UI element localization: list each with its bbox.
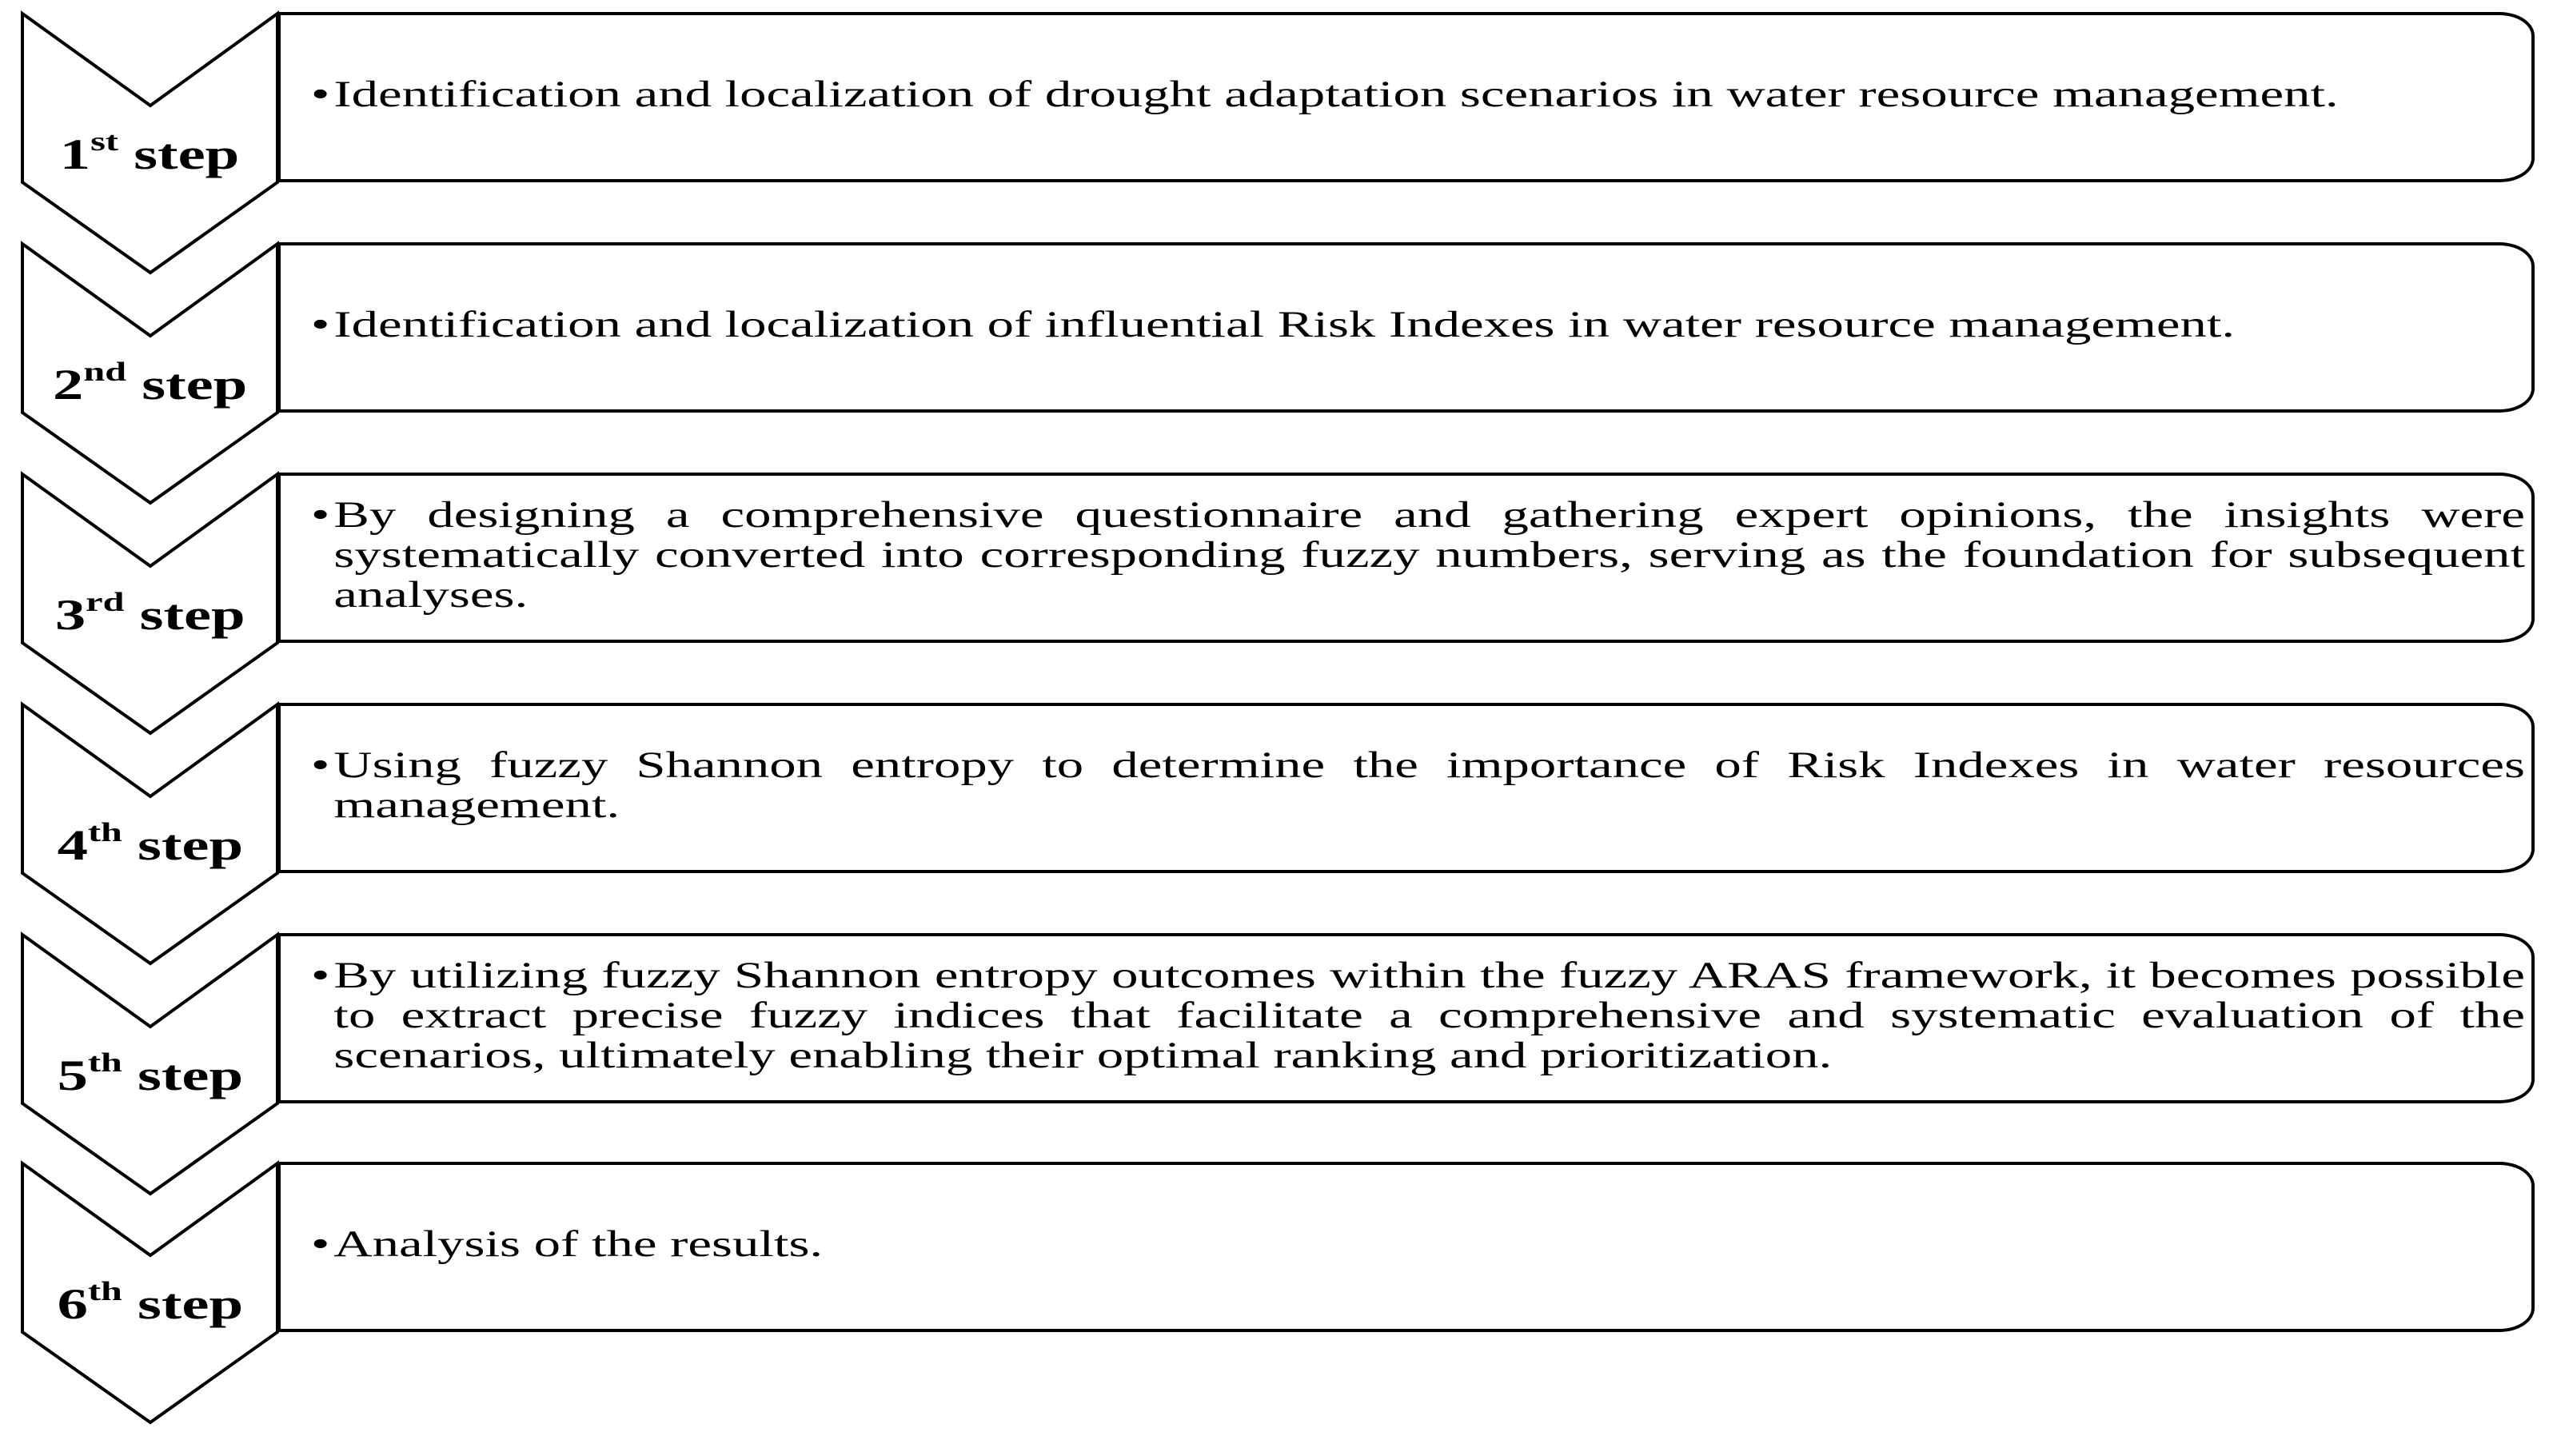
bullet-icon: • <box>311 493 330 536</box>
step-word: step <box>137 1280 243 1328</box>
step-word: step <box>142 361 248 409</box>
ordinal-suffix: rd <box>85 588 125 617</box>
ordinal-suffix: th <box>87 818 122 848</box>
ordinal-suffix: nd <box>83 357 126 387</box>
chevron-down-icon <box>0 1162 288 1430</box>
ordinal-suffix: th <box>87 1048 122 1078</box>
step-3 <box>0 473 2557 736</box>
chevron-down-icon <box>0 933 288 1201</box>
bullet-icon: • <box>311 744 330 786</box>
bullet-icon: • <box>311 954 330 996</box>
chevron-down-icon <box>0 703 288 971</box>
step-description <box>311 1224 2525 1264</box>
step-description-box <box>277 473 2535 643</box>
step-number: 2 <box>52 361 84 409</box>
step-description-box <box>277 12 2535 182</box>
bullet-icon: • <box>311 1223 330 1265</box>
step-description-box <box>277 933 2535 1103</box>
bullet-icon: • <box>311 73 330 115</box>
step-description-text: By utilizing fuzzy Shannon entropy outcomes within the fuzzy ARAS framework, it becomes possible to extract precise fuzzy indices that facilitate a comprehensive and systematic evaluation of the scenarios, ultimately enabling their optimal ranking and prioritization. <box>333 954 2526 1076</box>
chevron-down-icon <box>0 473 288 740</box>
step-6 <box>0 1162 2557 1426</box>
ordinal-suffix: th <box>87 1277 122 1306</box>
step-description-text: By designing a comprehensive questionnaire and gathering expert opinions, the insights were systematically converted into corresponding fuzzy numbers, serving as the foundation for subsequent analyses. <box>333 493 2526 616</box>
step-4 <box>0 703 2557 967</box>
step-description-box <box>277 242 2535 413</box>
step-word: step <box>139 591 245 639</box>
step-description <box>311 495 2525 615</box>
step-5 <box>0 933 2557 1197</box>
step-description <box>311 305 2525 345</box>
step-description-box <box>277 1162 2535 1332</box>
step-word: step <box>137 821 243 869</box>
chevron-down-icon <box>0 242 288 510</box>
step-description <box>311 955 2525 1075</box>
step-number: 5 <box>57 1051 88 1099</box>
step-word: step <box>137 1051 243 1099</box>
step-description-text: Identification and localization of influential Risk Indexes in water resource management. <box>333 303 2236 345</box>
bullet-icon: • <box>311 303 330 345</box>
step-number: 1 <box>60 130 91 178</box>
step-number: 4 <box>57 821 88 869</box>
step-1 <box>0 12 2557 276</box>
step-word: step <box>134 130 240 178</box>
chevron-down-icon <box>0 12 288 280</box>
step-description-box <box>277 703 2535 873</box>
step-2 <box>0 242 2557 506</box>
step-description-text: Identification and localization of drought adaptation scenarios in water resource management. <box>333 73 2339 115</box>
step-description <box>311 745 2525 825</box>
step-description-text: Using fuzzy Shannon entropy to determine the importance of Risk Indexes in water resources management. <box>333 744 2526 826</box>
step-number: 3 <box>54 591 86 639</box>
step-number: 6 <box>57 1280 88 1328</box>
ordinal-suffix: st <box>90 127 119 157</box>
step-description <box>311 74 2525 114</box>
step-description-text: Analysis of the results. <box>333 1223 824 1265</box>
